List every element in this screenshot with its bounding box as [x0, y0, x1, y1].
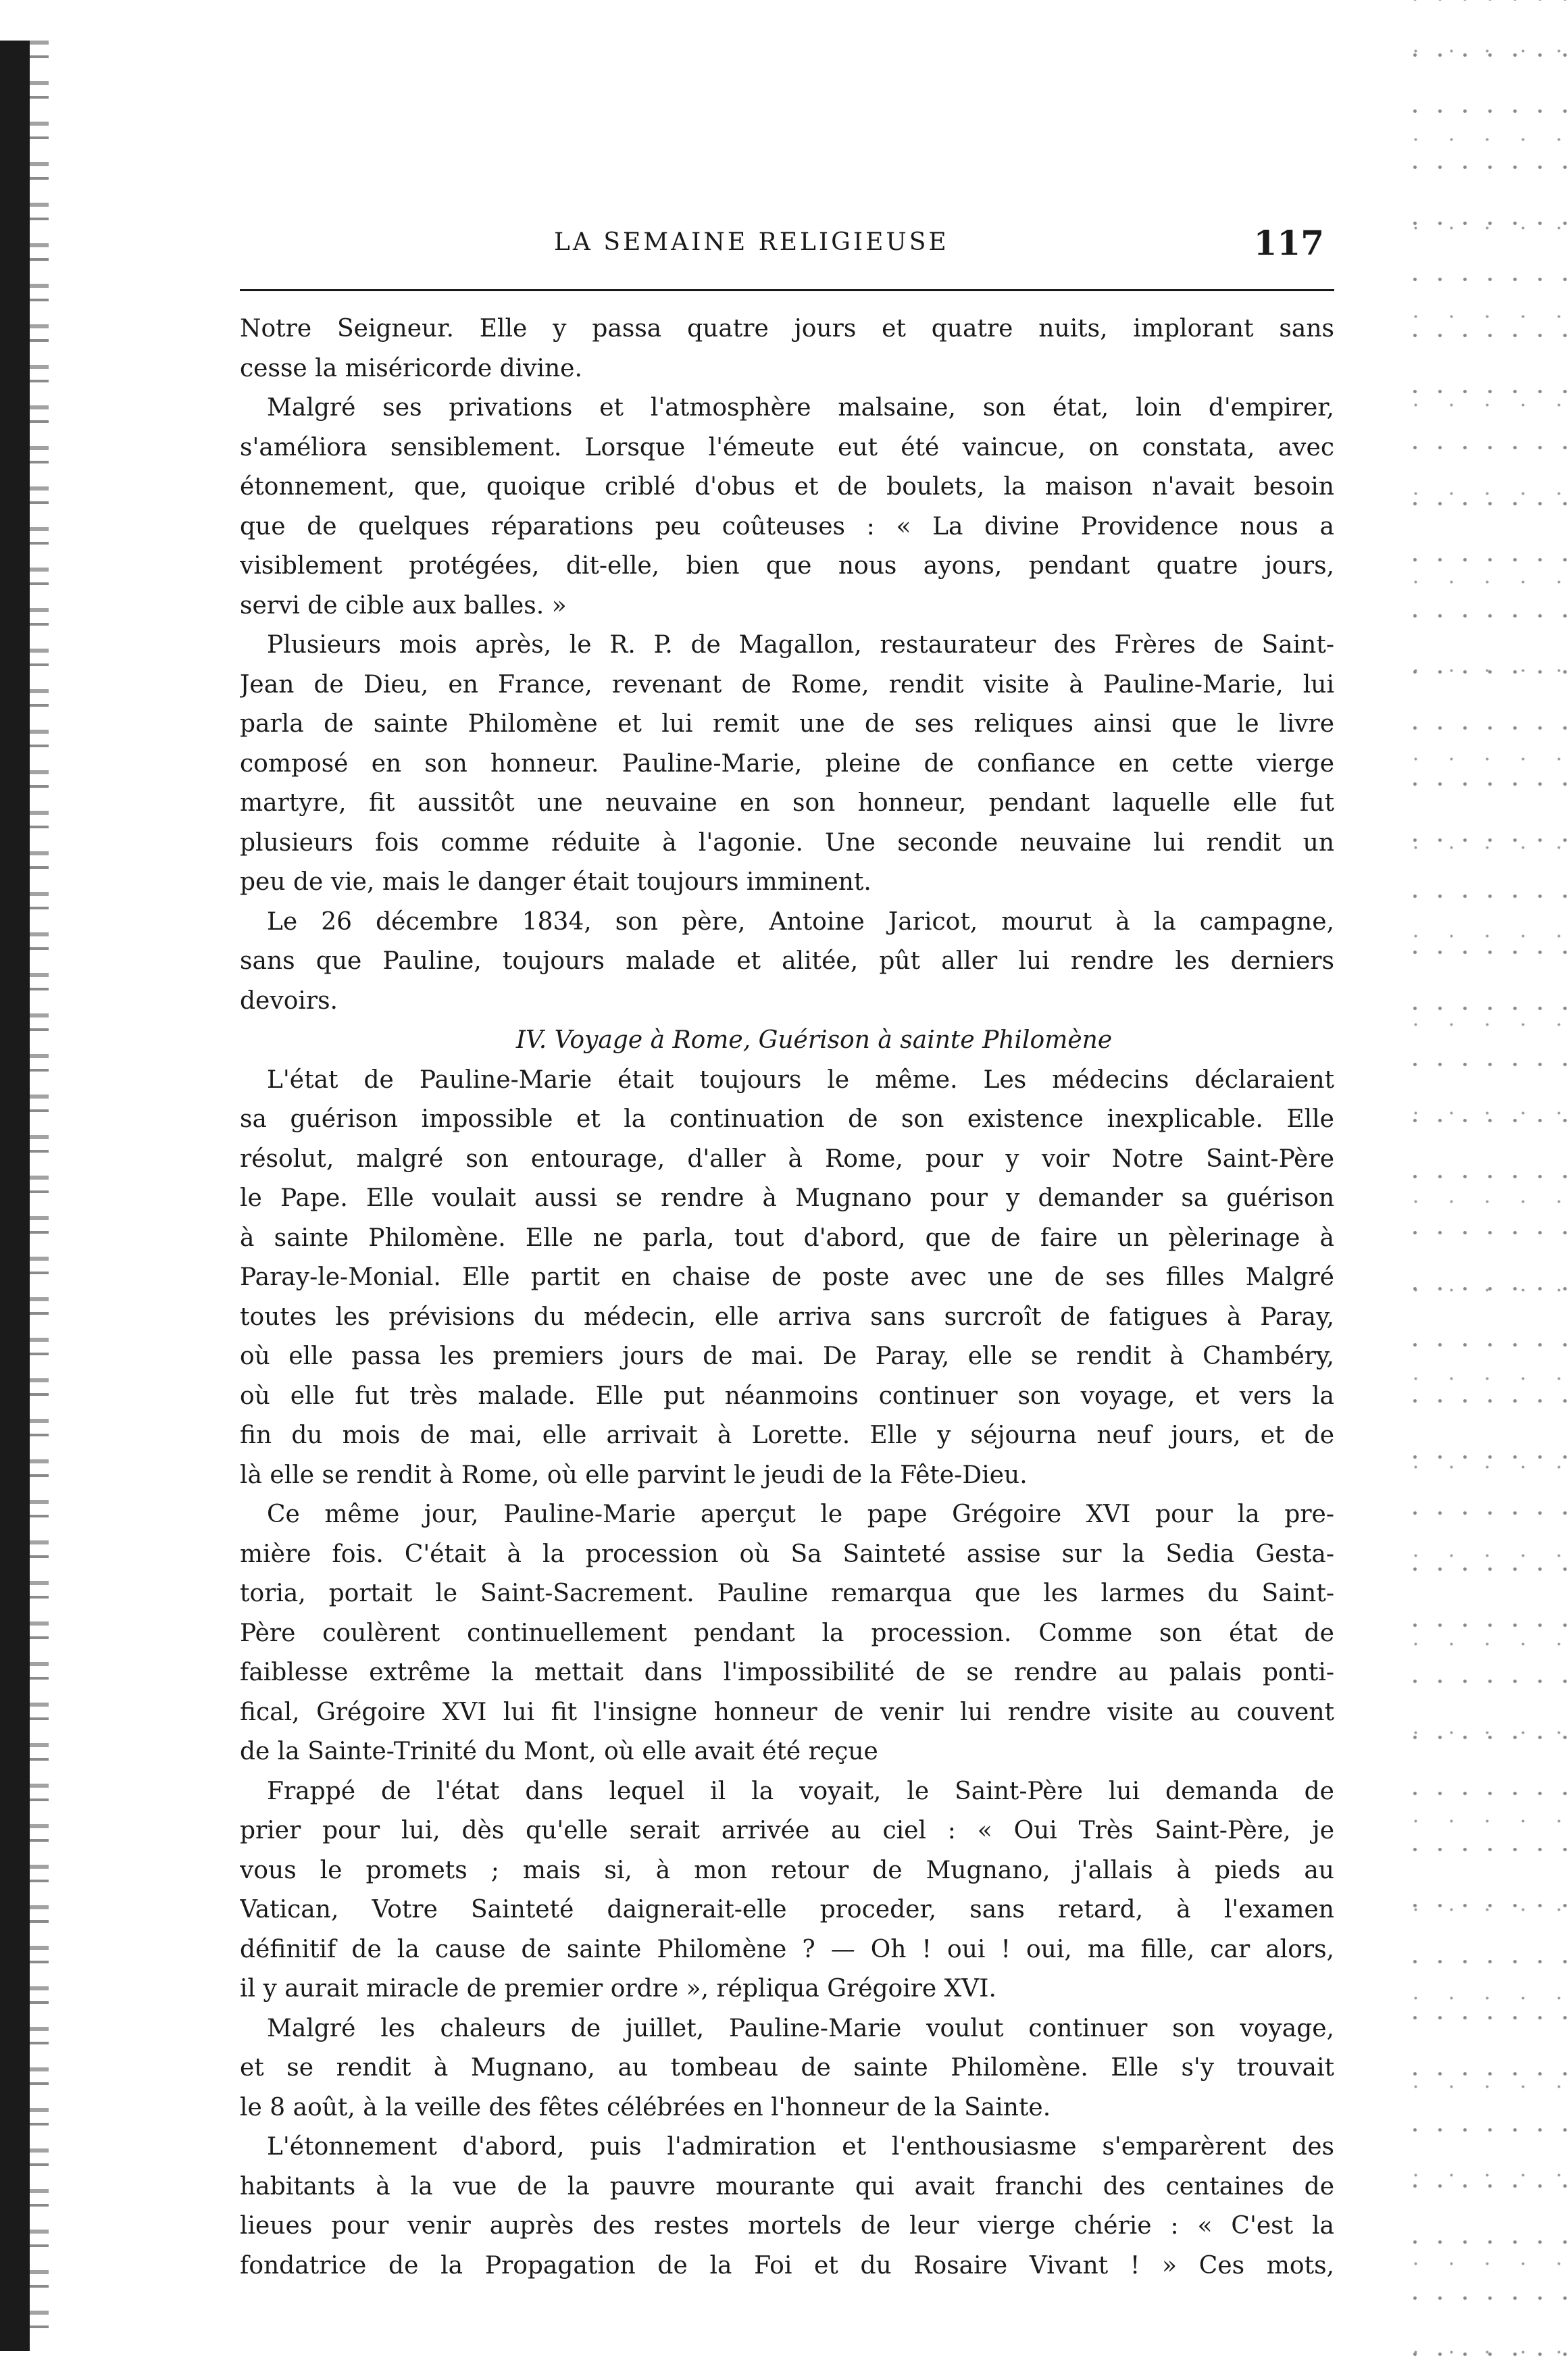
text-line: Notre Seigneur. Elle y passa quatre jours et quatre nuits, implorant sans — [240, 315, 1334, 343]
text-line: Paray-le-Monial. Elle partit en chaise de poste avec une de ses filles Malgré — [240, 1263, 1334, 1291]
text-line: où elle passa les premiers jours de mai. De Paray, elle se rendit à Chambéry, — [240, 1342, 1334, 1370]
text-line: fondatrice de la Propagation de la Foi et du Rosaire Vivant ! » Ces mots, — [240, 2251, 1334, 2280]
text-line: fical, Grégoire XVI lui fit l'insigne honneur de venir lui rendre visite au couvent — [240, 1698, 1334, 1726]
text-line: devoirs. — [240, 986, 338, 1015]
text-line: L'état de Pauline-Marie était toujours le même. Les médecins déclaraient — [267, 1065, 1334, 1094]
text-line: que de quelques réparations peu coûteuses : « La divine Providence nous a — [240, 512, 1334, 540]
section-heading: IV. Voyage à Rome, Guérison à sainte Philomène — [515, 1026, 1113, 1054]
text-line: habitants à la vue de la pauvre mourante qui avait franchi des centaines de — [240, 2172, 1334, 2200]
text-line: Jean de Dieu, en France, revenant de Rome, rendit visite à Pauline-Marie, lui — [240, 670, 1334, 699]
text-line: où elle fut très malade. Elle put néanmoins continuer son voyage, et vers la — [240, 1382, 1334, 1410]
page-number: 117 — [1253, 223, 1324, 263]
text-line: lieues pour venir auprès des restes mortels de leur vierge chérie : « C'est la — [240, 2212, 1334, 2240]
text-line: prier pour lui, dès qu'elle serait arrivée au ciel : « Oui Très Saint-Père, je — [240, 1817, 1334, 1844]
text-line: sans que Pauline, toujours malade et alitée, pût aller lui rendre les derniers — [240, 947, 1334, 975]
text-line: définitif de la cause de sainte Philomène ? — Oh ! oui ! oui, ma fille, car alors, — [240, 1935, 1334, 1963]
text-line: là elle se rendit à Rome, où elle parvint le jeudi de la Fête-Dieu. — [240, 1461, 1028, 1489]
text-line: Le 26 décembre 1834, son père, Antoine Jaricot, mourut à la campagne, — [267, 907, 1334, 936]
text-line: Père coulèrent continuellement pendant la procession. Comme son état de — [240, 1619, 1334, 1647]
text-line: fin du mois de mai, elle arrivait à Lorette. Elle y séjourna neuf jours, et de — [240, 1422, 1334, 1449]
scan-noise-margin — [1392, 0, 1568, 2364]
text-line: Vatican, Votre Sainteté daignerait-elle proceder, sans retard, à l'examen — [240, 1896, 1334, 1923]
text-line: cesse la miséricorde divine. — [240, 354, 582, 382]
text-line: peu de vie, mais le danger était toujours imminent. — [240, 868, 871, 896]
text-line: visiblement protégées, dit-elle, bien que nous ayons, pendant quatre jours, — [240, 552, 1334, 580]
text-line: le Pape. Elle voulait aussi se rendre à Mugnano pour y demander sa guérison — [240, 1184, 1334, 1212]
text-line: Frappé de l'état dans lequel il la voyait, le Saint-Père lui demanda de — [267, 1777, 1334, 1805]
text-line: Malgré les chaleurs de juillet, Pauline-Marie voulut continuer son voyage, — [267, 2014, 1334, 2042]
text-line: composé en son honneur. Pauline-Marie, pleine de confiance en cette vierge — [240, 749, 1334, 778]
scan-binding-edge — [0, 41, 30, 2351]
text-line: Malgré ses privations et l'atmosphère malsaine, son état, loin d'empirer, — [267, 394, 1334, 422]
text-line: sa guérison impossible et la continuation de son existence inexplicable. Elle — [240, 1105, 1334, 1133]
text-line: il y aurait miracle de premier ordre », répliqua Grégoire XVI. — [240, 1975, 996, 2003]
text-line: à sainte Philomène. Elle ne parla, tout d'abord, que de faire un pèlerinage à — [240, 1224, 1334, 1252]
body-text — [240, 309, 1334, 2286]
text-line: résolut, malgré son entourage, d'aller à Rome, pour y voir Notre Saint-Père — [240, 1145, 1334, 1173]
text-line: vous le promets ; mais si, à mon retour de Mugnano, j'allais à pieds au — [240, 1856, 1334, 1884]
text-line: Plusieurs mois après, le R. P. de Magallon, restaurateur des Frères de Saint- — [267, 631, 1334, 659]
running-title: LA SEMAINE RELIGIEUSE — [554, 228, 949, 256]
text-line: plusieurs fois comme réduite à l'agonie. Une seconde neuvaine lui rendit un — [240, 828, 1334, 857]
text-line: toria, portait le Saint-Sacrement. Pauline remarqua que les larmes du Saint- — [240, 1580, 1334, 1607]
text-line: servi de cible aux balles. » — [240, 591, 567, 620]
text-line: L'étonnement d'abord, puis l'admiration et l'enthousiasme s'emparèrent des — [267, 2133, 1334, 2161]
text-line: s'améliora sensiblement. Lorsque l'émeute eut été vaincue, on constata, avec — [240, 433, 1334, 461]
running-head — [236, 223, 1338, 263]
text-line: étonnement, que, quoique criblé d'obus et de boulets, la maison n'avait besoin — [240, 473, 1334, 501]
text-line: martyre, fit aussitôt une neuvaine en son honneur, pendant laquelle elle fut — [240, 789, 1334, 817]
text-line: de la Sainte-Trinité du Mont, où elle avait été reçue — [240, 1738, 878, 1765]
text-line: Ce même jour, Pauline-Marie aperçut le pape Grégoire XVI pour la pre- — [267, 1501, 1334, 1528]
text-line: parla de sainte Philomène et lui remit une de ses reliques ainsi que le livre — [240, 710, 1334, 738]
text-line: le 8 août, à la veille des fêtes célébrées en l'honneur de la Sainte. — [240, 2093, 1051, 2121]
text-line: mière fois. C'était à la procession où Sa Sainteté assise sur la Sedia Gesta- — [240, 1540, 1334, 1568]
scan-binding-shadow — [30, 41, 49, 2351]
text-line: toutes les prévisions du médecin, elle arriva sans surcroît de fatigues à Paray, — [240, 1303, 1334, 1331]
text-line: et se rendit à Mugnano, au tombeau de sainte Philomène. Elle s'y trouvait — [240, 2054, 1334, 2082]
text-line: faiblesse extrême la mettait dans l'impossibilité de se rendre au palais ponti- — [240, 1659, 1334, 1686]
header-rule — [240, 289, 1334, 291]
